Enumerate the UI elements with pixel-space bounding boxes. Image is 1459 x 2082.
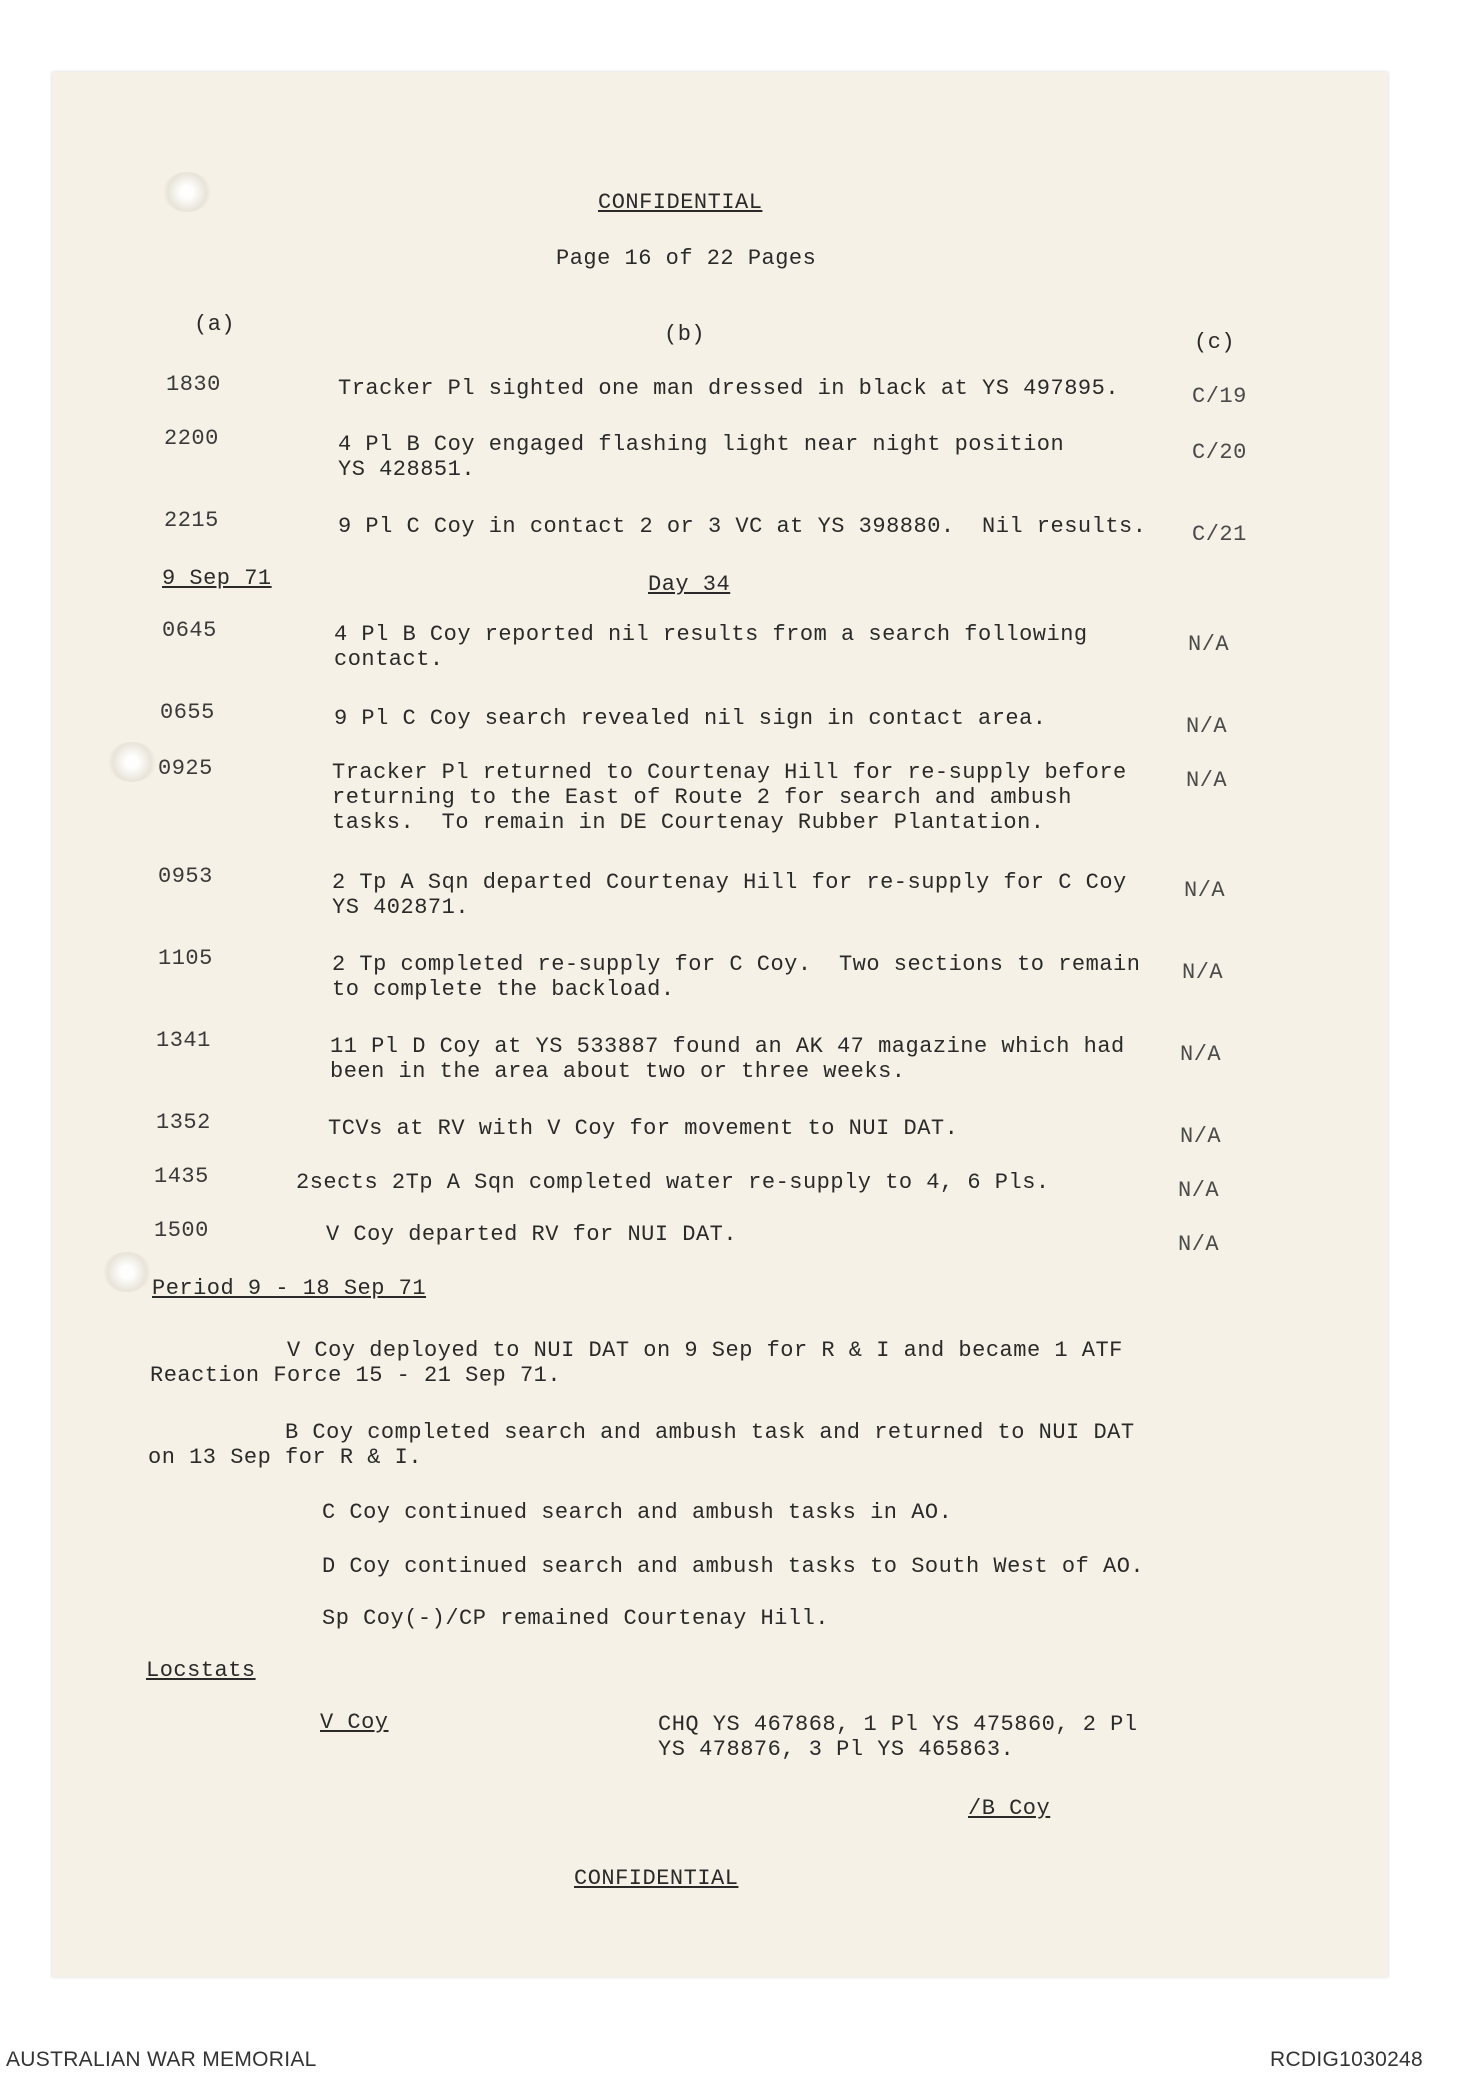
entry-text: 2 Tp A Sqn departed Courtenay Hill for re-supply for C Coy YS 402871. — [332, 870, 1127, 920]
entry-ref: N/A — [1186, 768, 1228, 793]
period-heading: Period 9 - 18 Sep 71 — [152, 1276, 427, 1301]
day-heading: Day 34 — [648, 572, 731, 597]
entry-ref: N/A — [1188, 632, 1230, 657]
period-paragraph: B Coy completed search and ambush task and returned to NUI DAT on 13 Sep for R & I. — [148, 1420, 1135, 1470]
classification-top: CONFIDENTIAL — [598, 190, 763, 215]
entry-ref: N/A — [1180, 1124, 1222, 1149]
entry-time: 1830 — [166, 372, 221, 397]
entry-time: 1341 — [156, 1028, 211, 1053]
paper-mark — [162, 172, 212, 212]
locstats-unit: V Coy — [320, 1710, 389, 1735]
paper-mark — [102, 1252, 152, 1292]
classification-bottom: CONFIDENTIAL — [574, 1866, 739, 1891]
entry-time: 2200 — [164, 426, 219, 451]
locstats-heading: Locstats — [146, 1658, 256, 1683]
entry-ref: N/A — [1180, 1042, 1222, 1067]
date-heading: 9 Sep 71 — [162, 566, 272, 591]
entry-ref: N/A — [1178, 1232, 1220, 1257]
entry-time: 1500 — [154, 1218, 209, 1243]
entry-text: TCVs at RV with V Coy for movement to NUI DAT. — [328, 1116, 959, 1141]
archive-id: RCDIG1030248 — [1270, 2048, 1424, 2071]
entry-text: 9 Pl C Coy search revealed nil sign in contact area. — [334, 706, 1047, 731]
period-paragraph: D Coy continued search and ambush tasks to South West of AO. — [322, 1554, 1145, 1579]
entry-time: 0645 — [162, 618, 217, 643]
locstats-detail: CHQ YS 467868, 1 Pl YS 475860, 2 Pl YS 478876, 3 Pl YS 465863. — [658, 1712, 1138, 1762]
archive-label: AUSTRALIAN WAR MEMORIAL — [6, 2048, 317, 2071]
entry-text: 9 Pl C Coy in contact 2 or 3 VC at YS 398880. Nil results. — [338, 514, 1147, 539]
entry-text: 2 Tp completed re-supply for C Coy. Two sections to remain to complete the backload. — [332, 952, 1141, 1002]
entry-text: 4 Pl B Coy reported nil results from a search following contact. — [334, 622, 1088, 672]
period-paragraph: Sp Coy(-)/CP remained Courtenay Hill. — [322, 1606, 829, 1631]
entry-time: 1105 — [158, 946, 213, 971]
entry-ref: C/21 — [1192, 522, 1247, 547]
entry-text: Tracker Pl returned to Courtenay Hill for re-supply before returning to the East of Route 2 for search and ambush tasks. To remain in DE Courtenay Rubber Plantation. — [332, 760, 1127, 835]
entry-time: 0953 — [158, 864, 213, 889]
entry-text: 2sects 2Tp A Sqn completed water re-supply to 4, 6 Pls. — [296, 1170, 1050, 1195]
entry-text: 11 Pl D Coy at YS 533887 found an AK 47 magazine which had been in the area about two or three weeks. — [330, 1034, 1125, 1084]
entry-ref: N/A — [1178, 1178, 1220, 1203]
entry-time: 2215 — [164, 508, 219, 533]
entry-ref: N/A — [1186, 714, 1228, 739]
entry-time: 0655 — [160, 700, 215, 725]
period-paragraph: V Coy deployed to NUI DAT on 9 Sep for R & I and became 1 ATF Reaction Force 15 - 21 Sep 71. — [150, 1338, 1123, 1388]
entry-time: 1352 — [156, 1110, 211, 1135]
column-b-header: (b) — [664, 322, 706, 347]
period-paragraph: C Coy continued search and ambush tasks in AO. — [322, 1500, 953, 1525]
page-number: Page 16 of 22 Pages — [556, 246, 817, 271]
entry-text: 4 Pl B Coy engaged flashing light near night position YS 428851. — [338, 432, 1065, 482]
column-c-header: (c) — [1194, 330, 1236, 355]
entry-text: V Coy departed RV for NUI DAT. — [326, 1222, 738, 1247]
document-page — [52, 72, 1388, 1977]
entry-ref: N/A — [1182, 960, 1224, 985]
entry-ref: N/A — [1184, 878, 1226, 903]
continuation-note: /B Coy — [968, 1796, 1051, 1821]
column-a-header: (a) — [194, 312, 236, 337]
entry-time: 0925 — [158, 756, 213, 781]
entry-ref: C/20 — [1192, 440, 1247, 465]
entry-text: Tracker Pl sighted one man dressed in black at YS 497895. — [338, 376, 1120, 401]
entry-ref: C/19 — [1192, 384, 1247, 409]
entry-time: 1435 — [154, 1164, 209, 1189]
paper-mark — [107, 742, 157, 782]
